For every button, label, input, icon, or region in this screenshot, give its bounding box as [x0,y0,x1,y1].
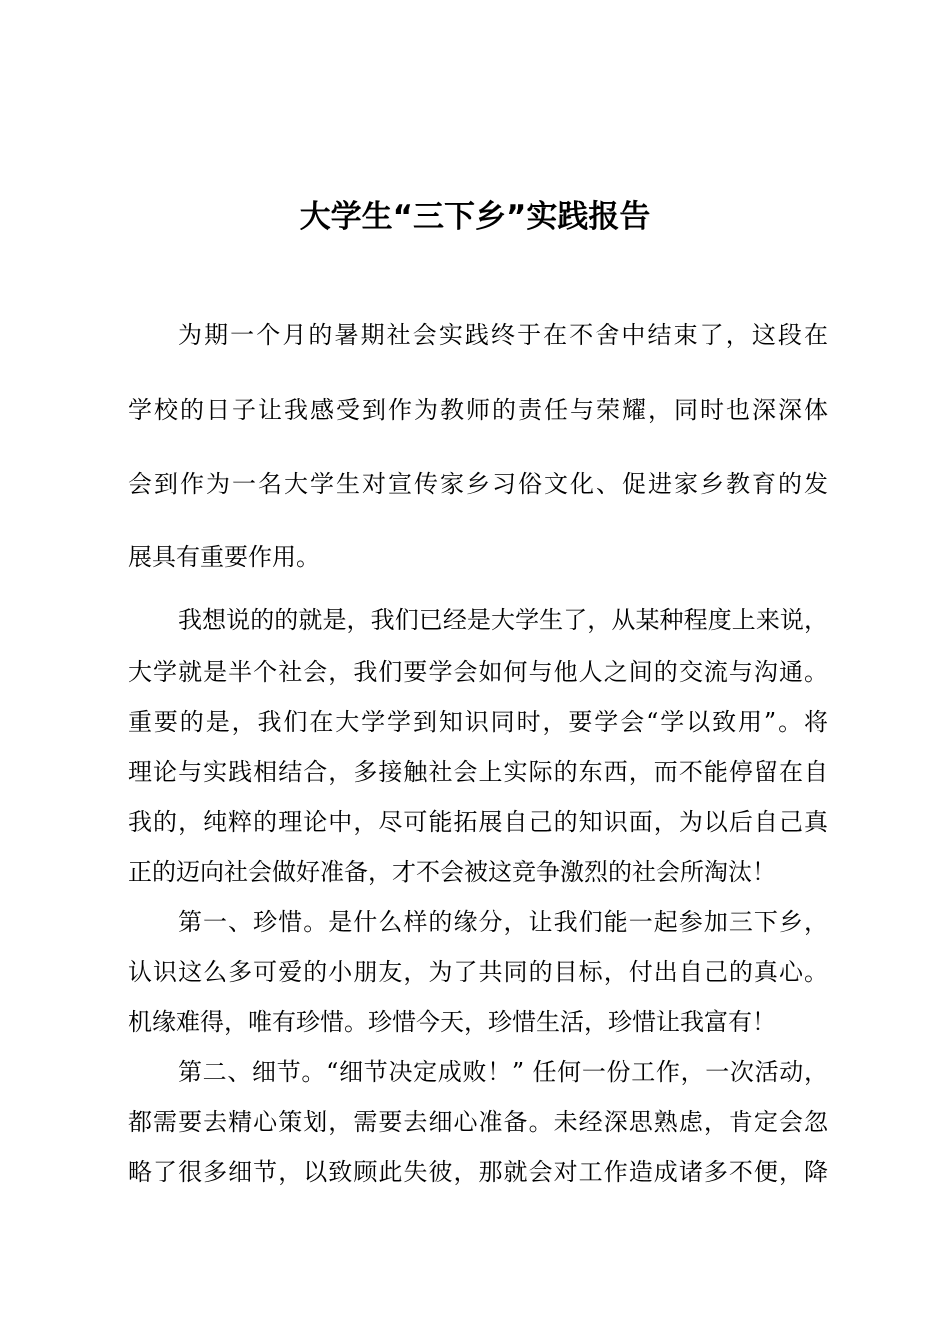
paragraph-line: 第一、珍惜。是什么样的缘分，让我们能一起参加三下乡， [178,908,828,936]
paragraph-line: 会到作为一名大学生对宣传家乡习俗文化、促进家乡教育的发 [128,470,828,498]
paragraph-line: 理论与实践相结合，多接触社会上实际的东西，而不能停留在自 [128,758,828,786]
paragraph-line: 机缘难得，唯有珍惜。珍惜今天，珍惜生活，珍惜让我富有！ [128,1008,776,1036]
paragraph-line: 学校的日子让我感受到作为教师的责任与荣耀，同时也深深体 [128,396,828,424]
paragraph-line: 重要的是，我们在大学学到知识同时，要学会“学以致用”。将 [128,708,828,736]
paragraph-line: 我的，纯粹的理论中，尽可能拓展自己的知识面，为以后自己真 [128,808,828,836]
paragraph-line: 展具有重要作用。 [128,543,320,571]
paragraph-line: 我想说的的就是，我们已经是大学生了，从某种程度上来说， [178,606,828,634]
paragraph-line: 大学就是半个社会，我们要学会如何与他人之间的交流与沟通。 [128,658,828,686]
paragraph-line: 认识这么多可爱的小朋友，为了共同的目标，付出自己的真心。 [128,958,828,986]
paragraph-line: 为期一个月的暑期社会实践终于在不舍中结束了，这段在 [178,321,828,349]
document-title: 大学生“三下乡”实践报告 [299,199,651,235]
paragraph-line: 正的迈向社会做好准备，才不会被这竞争激烈的社会所淘汰！ [128,858,776,886]
paragraph-line: 略了很多细节，以致顾此失彼，那就会对工作造成诸多不便，降 [128,1158,828,1186]
paragraph-line: 第二、细节。“细节决定成败！” 任何一份工作，一次活动， [178,1058,828,1086]
paragraph-line: 都需要去精心策划，需要去细心准备。未经深思熟虑，肯定会忽 [128,1108,828,1136]
